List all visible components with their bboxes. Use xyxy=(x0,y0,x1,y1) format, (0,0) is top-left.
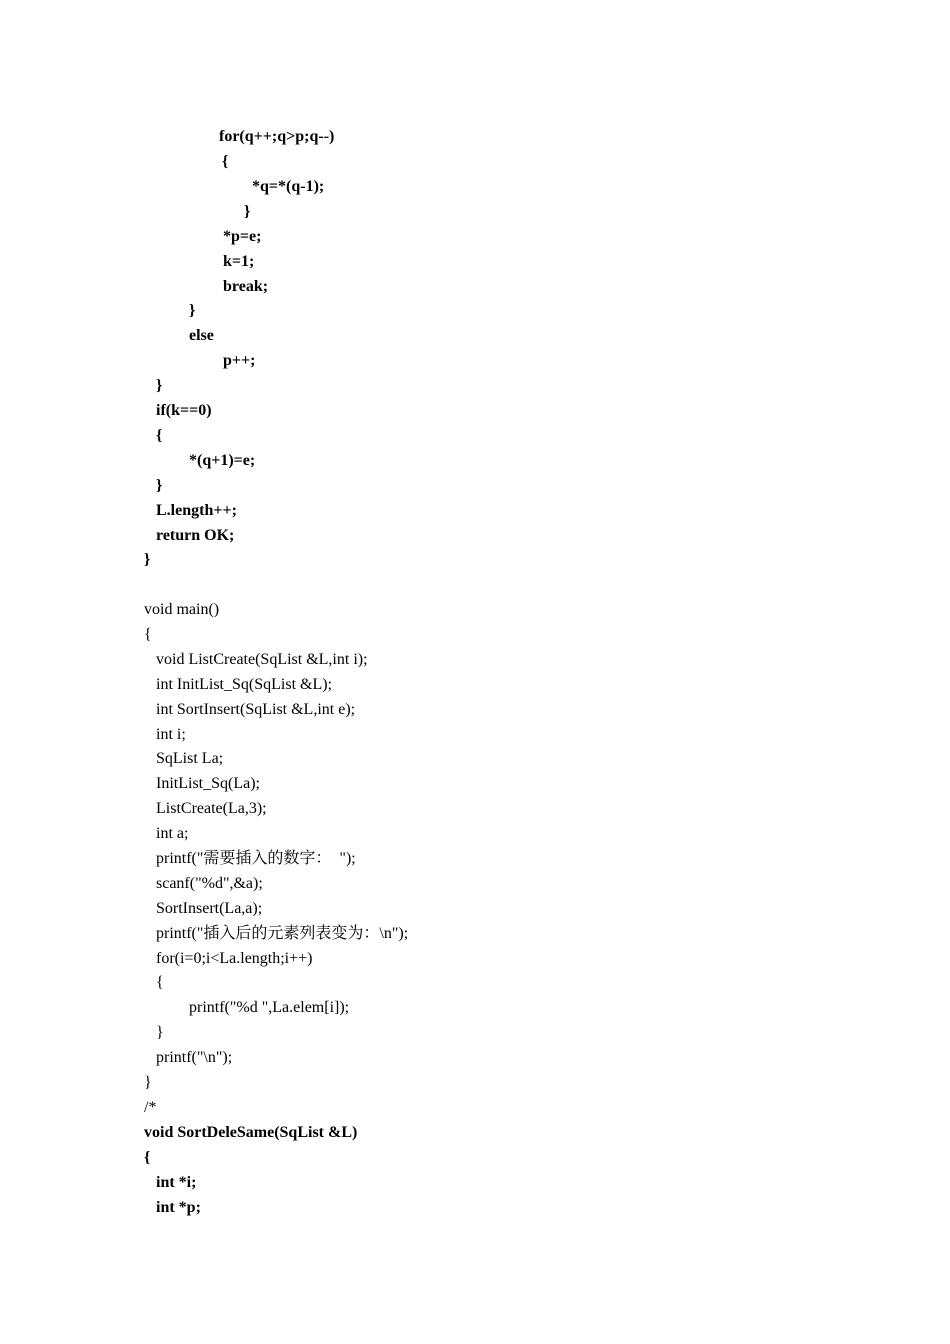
code-line: printf("%d ",La.elem[i]); xyxy=(189,999,350,1016)
code-line: L.length++; xyxy=(156,502,237,519)
code-line: } xyxy=(244,203,251,220)
code-line: ListCreate(La,3); xyxy=(156,800,267,817)
code-line: printf("\n"); xyxy=(156,1049,233,1066)
code-line: } xyxy=(189,302,196,319)
code-line: break; xyxy=(223,278,269,295)
code-line: } xyxy=(156,477,163,494)
code-line: *(q+1)=e; xyxy=(189,452,256,469)
code-line: int *p; xyxy=(156,1199,201,1216)
code-line: { xyxy=(144,1149,151,1166)
code-line: void main() xyxy=(144,601,220,618)
code-line: SqList La; xyxy=(156,750,224,767)
code-line: return OK; xyxy=(156,527,235,544)
code-line: for(i=0;i<La.length;i++) xyxy=(156,950,313,967)
code-line: k=1; xyxy=(223,253,255,270)
code-line: p++; xyxy=(223,352,256,369)
code-line: } xyxy=(144,551,151,568)
code-line: SortInsert(La,a); xyxy=(156,900,263,917)
code-line: for(q++;q>p;q--) xyxy=(219,128,335,145)
code-line: if(k==0) xyxy=(156,402,212,419)
code-line: void SortDeleSame(SqList &L) xyxy=(144,1124,358,1141)
code-line: *p=e; xyxy=(223,228,262,245)
code-line: scanf("%d",&a); xyxy=(156,875,263,892)
code-line: printf("插入后的元素列表变为：\n"); xyxy=(156,925,409,942)
code-line: *q=*(q-1); xyxy=(252,178,325,195)
code-line: int SortInsert(SqList &L,int e); xyxy=(156,701,356,718)
code-line: int a; xyxy=(156,825,189,842)
code-line: void ListCreate(SqList &L,int i); xyxy=(156,651,368,668)
code-line: else xyxy=(189,327,214,344)
code-line: /* xyxy=(144,1099,157,1116)
code-line: { xyxy=(156,427,163,444)
code-line: } xyxy=(156,1024,164,1041)
code-line: { xyxy=(222,153,229,170)
code-line: } xyxy=(156,377,163,394)
code-line: InitList_Sq(La); xyxy=(156,775,260,792)
code-line: int i; xyxy=(156,726,186,743)
code-line: printf("需要插入的数字： "); xyxy=(156,850,356,867)
code-line: int *i; xyxy=(156,1174,197,1191)
code-line: { xyxy=(144,626,152,643)
code-line: int InitList_Sq(SqList &L); xyxy=(156,676,333,693)
code-line: } xyxy=(144,1074,152,1091)
code-line: { xyxy=(156,974,164,991)
